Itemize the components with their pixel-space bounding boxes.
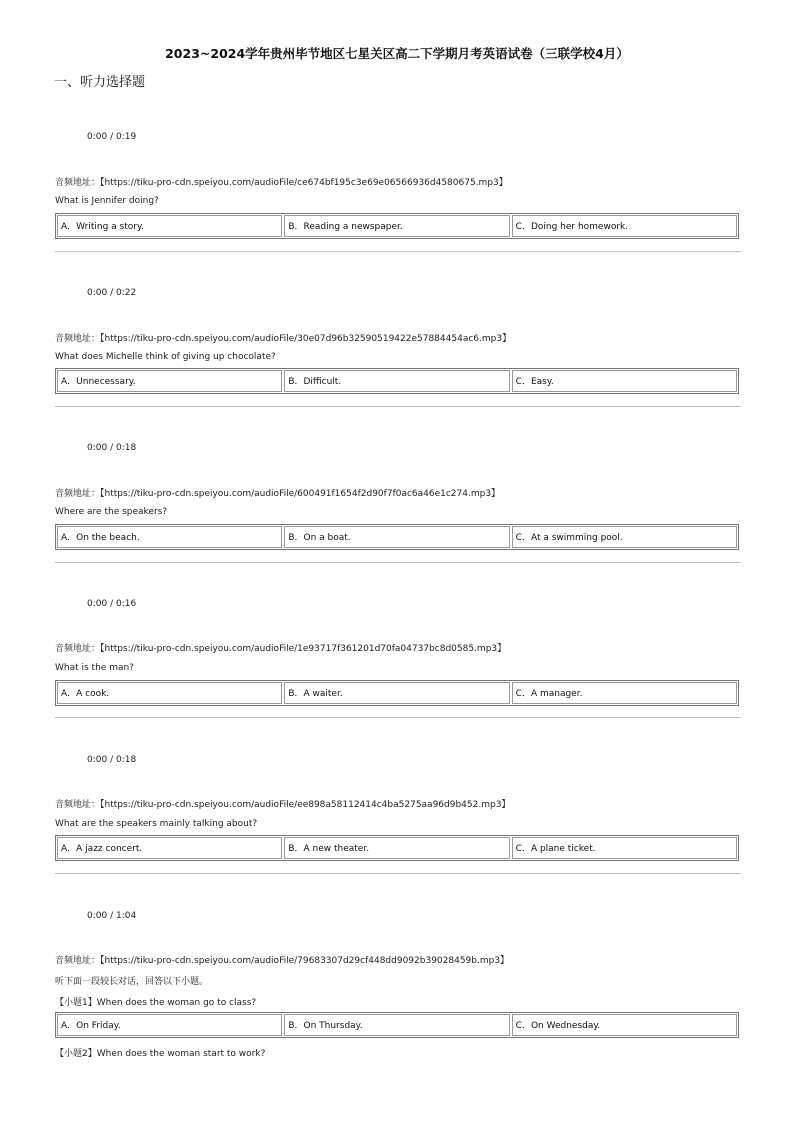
option-a[interactable]: A．On Friday. (57, 1014, 282, 1036)
audio-url: 音频地址：【https://tiku-pro-cdn.speiyou.com/audioFile/79683307d29cf448dd9092b39028459b.mp3】 (55, 956, 510, 966)
audio-url: 音频地址：【https://tiku-pro-cdn.speiyou.com/audioFile/ce674bf195c3e69e06566936d4580675.mp3】 (55, 178, 508, 188)
option-b[interactable]: B．Reading a newspaper. (284, 215, 509, 237)
question-stem: What does Michelle think of giving up chocolate? (55, 352, 276, 362)
audio-timestamp[interactable]: 0:00 / 0:16 (87, 599, 137, 609)
option-c[interactable]: C．A manager. (512, 682, 737, 704)
audio-timestamp[interactable]: 0:00 / 0:22 (87, 288, 137, 298)
question-stem: 【小题1】When does the woman go to class? (55, 998, 257, 1008)
option-b[interactable]: B．On Thursday. (284, 1014, 509, 1036)
audio-url: 音频地址：【https://tiku-pro-cdn.speiyou.com/audioFile/600491f1654f2d90f7f0ac6a46e1c274.mp3】 (55, 489, 501, 499)
options-row (55, 680, 739, 706)
section-heading: 一、听力选择题 (54, 75, 146, 90)
audio-timestamp[interactable]: 0:00 / 0:18 (87, 443, 137, 453)
divider (55, 406, 741, 407)
options-row (55, 835, 739, 861)
question-stem: 【小题2】When does the woman start to work? (55, 1049, 266, 1059)
options-row (55, 368, 739, 394)
option-b[interactable]: B．A new theater. (284, 837, 509, 859)
options-row (55, 524, 739, 550)
options-row (55, 213, 739, 239)
question-stem: What is Jennifer doing? (55, 196, 159, 206)
option-a[interactable]: A．A jazz concert. (57, 837, 282, 859)
divider (55, 562, 741, 563)
audio-timestamp[interactable]: 0:00 / 1:04 (87, 911, 137, 921)
question-stem: What is the man? (55, 663, 134, 673)
option-a[interactable]: A．Writing a story. (57, 215, 282, 237)
option-c[interactable]: C．On Wednesday. (512, 1014, 737, 1036)
option-a[interactable]: A．Unnecessary. (57, 370, 282, 392)
option-c[interactable]: C．Doing her homework. (512, 215, 737, 237)
option-b[interactable]: B．Difficult. (284, 370, 509, 392)
option-a[interactable]: A．On the beach. (57, 526, 282, 548)
option-a[interactable]: A．A cook. (57, 682, 282, 704)
option-c[interactable]: C．Easy. (512, 370, 737, 392)
option-b[interactable]: B．On a boat. (284, 526, 509, 548)
divider (55, 873, 741, 874)
question-instruction: 听下面一段较长对话，回答以下小题。 (55, 977, 209, 987)
option-b[interactable]: B．A waiter. (284, 682, 509, 704)
audio-url: 音频地址：【https://tiku-pro-cdn.speiyou.com/audioFile/ee898a58112414c4ba5275aa96d9b452.mp3】 (55, 800, 511, 810)
option-c[interactable]: C．A plane ticket. (512, 837, 737, 859)
audio-timestamp[interactable]: 0:00 / 0:18 (87, 755, 137, 765)
audio-url: 音频地址：【https://tiku-pro-cdn.speiyou.com/audioFile/30e07d96b32590519422e57884454ac6.mp3】 (55, 334, 512, 344)
page-title: 2023~2024学年贵州毕节地区七星关区高二下学期月考英语试卷（三联学校4月） (165, 46, 629, 61)
audio-timestamp[interactable]: 0:00 / 0:19 (87, 132, 137, 142)
option-c[interactable]: C．At a swimming pool. (512, 526, 737, 548)
divider (55, 251, 741, 252)
audio-url: 音频地址：【https://tiku-pro-cdn.speiyou.com/audioFile/1e93717f361201d70fa04737bc8d0585.mp3】 (55, 644, 507, 654)
divider (55, 717, 741, 718)
question-stem: What are the speakers mainly talking about? (55, 819, 258, 829)
options-row (55, 1012, 739, 1038)
question-stem: Where are the speakers? (55, 507, 168, 517)
